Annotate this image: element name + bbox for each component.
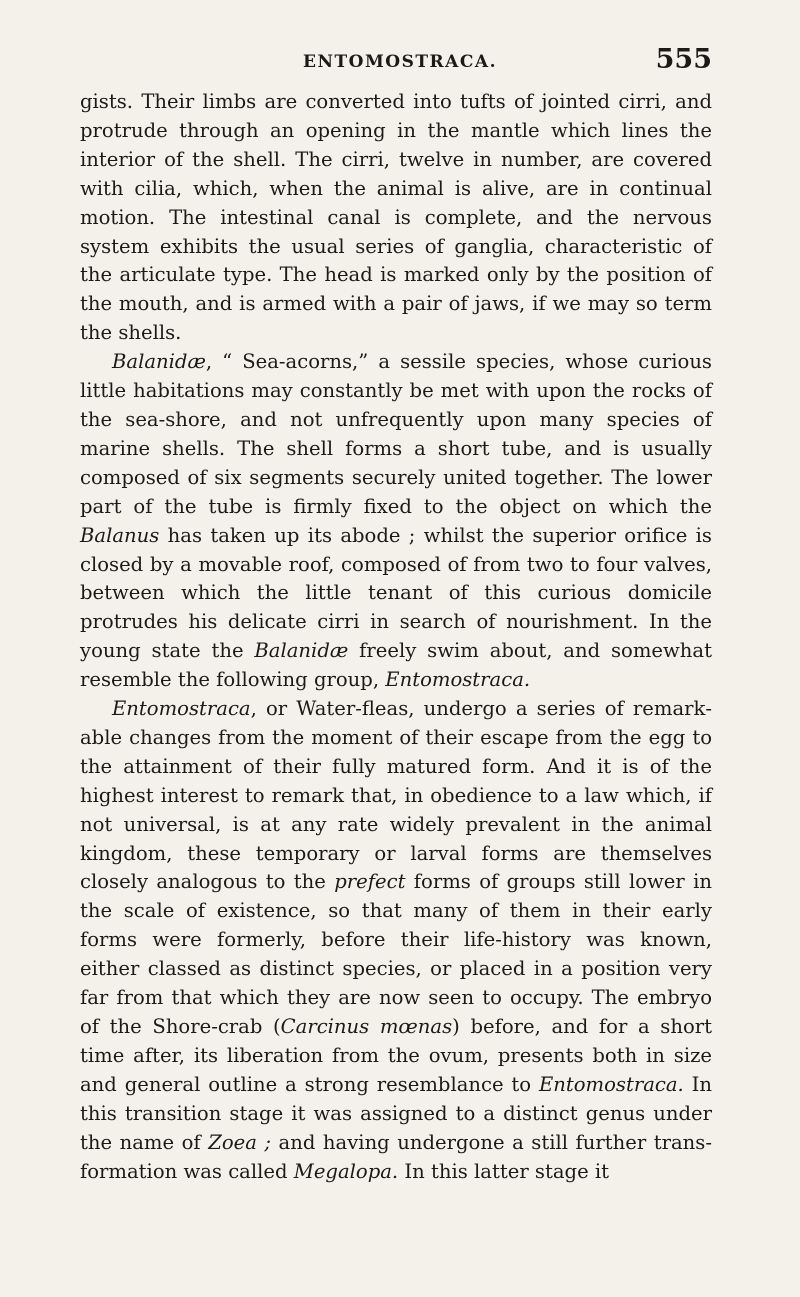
- paragraph-balanidae: [80, 348, 712, 695]
- text-run: , or Water-fleas, undergo a series of remarkable changes from the moment of their escape from the egg to the attainment of their fully matured form. And it is of the highest interest to remark that, in obedience to a law which, if not universal, is at any rate widely prevalent in the animal kingdom, these temporary or larval forms are themselves closely analogous to the: [80, 697, 712, 894]
- italic-term: Megalopa.: [293, 1159, 399, 1183]
- page-number: 555: [655, 44, 712, 75]
- italic-term: Balanidæ: [112, 350, 206, 374]
- text-run: ) before, and for a short time after, its liberation from the ovum, presents both in size and general outline a strong resemblance to: [80, 1015, 712, 1096]
- italic-term: Entomostraca: [112, 697, 251, 721]
- text-run: gists. Their limbs are converted into tufts of jointed cirri, and protrude through an opening in the mantle which lines the interior of the shell. The cirri, twelve in number, are covered with cilia, which, when the animal is alive, are in continual motion. The intestinal canal is complete, and the nervous system exhibits the usual series of ganglia, characteristic of the articulate type. The head is marked only by the position of the mouth, and is armed with a pair of jaws, if we may so term the shells.: [80, 90, 712, 345]
- running-head: ENTOMOSTRACA.: [303, 52, 497, 72]
- text-run: , “ Sea-acorns,” a sessile species, whose curious little habitations may constantly be met with upon the rocks of the sea-shore, and not unfrequently upon many species of marine shells. The shell forms a short tube, and is usually composed of six segments securely united together. The lower part of the tube is firmly fixed to the object on which the: [80, 350, 712, 518]
- text-run: freely swim about, and somewhat resemble the following group,: [80, 639, 712, 692]
- italic-term: Entomostraca.: [538, 1072, 684, 1096]
- italic-term: Zoea ;: [208, 1130, 272, 1154]
- text-run: In this latter stage it: [398, 1159, 610, 1183]
- italic-term: Entomostraca.: [385, 668, 531, 692]
- page-header: [0, 42, 800, 86]
- text-run: forms of groups still lower in the scale of existence, so that many of them in their early forms were formerly, before their life-history was known, either classed as distinct species, or placed in a position very far from that which they are now seen to occupy. The embryo of the Shore-crab (: [80, 870, 712, 1038]
- text-run: has taken up its abode ; whilst the superior orifice is closed by a movable roof, composed of from two to four valves, between which the little tenant of this curious domicile protrudes his delicate cirri in search of nourishment. In the young state the: [80, 523, 712, 663]
- text-run: In this transition stage it was assigned to a distinct genus under the name of: [80, 1072, 713, 1154]
- italic-term: Balanidæ: [254, 639, 349, 663]
- italic-term: prefect: [334, 870, 406, 894]
- paragraph-entomostraca: [80, 695, 712, 1186]
- italic-term: Balanus: [80, 523, 160, 547]
- body-text: [80, 88, 712, 1186]
- paragraph-continued: [80, 88, 712, 348]
- italic-term: Carcinus mœnas: [280, 1015, 453, 1038]
- text-run: and having undergone a still further transformation was called: [80, 1130, 712, 1183]
